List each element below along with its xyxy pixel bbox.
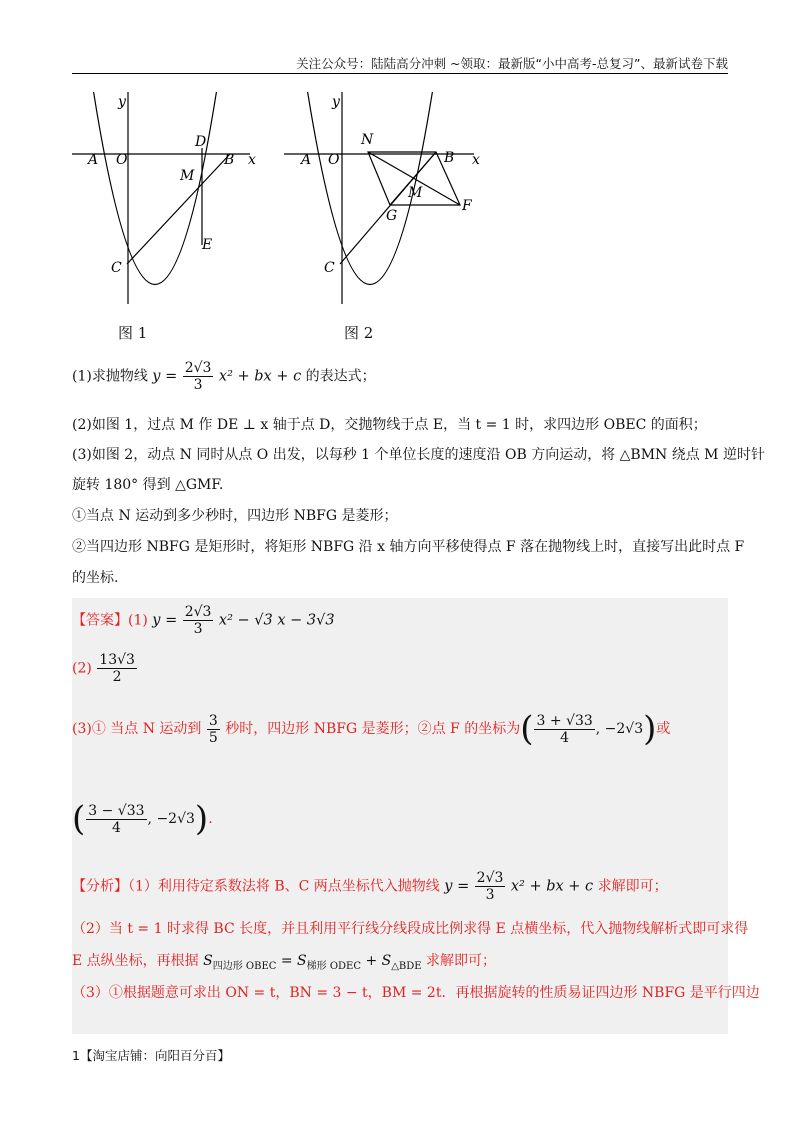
fig2-label-b: B bbox=[444, 150, 455, 166]
figure-1 bbox=[72, 92, 272, 312]
fig2-caption: 图 2 bbox=[344, 324, 374, 342]
question-3-part-1: ①当点 N 运动到多少秒时，四边形 NBFG 是菱形； bbox=[72, 508, 398, 524]
fig1-caption: 图 1 bbox=[118, 324, 148, 342]
answer-2: (2) $\frac{13√3}{2}$ bbox=[72, 652, 135, 685]
analysis-tag: 【分析】 bbox=[72, 878, 128, 895]
fig2-label-m: M bbox=[408, 185, 423, 201]
fig1-label-o: O bbox=[116, 152, 128, 168]
question-3-line-2: 旋转 180° 得到 △GMF. bbox=[72, 477, 224, 493]
fig2-label-c: C bbox=[324, 260, 335, 276]
question-3-part-2: ②当四边形 NBFG 是矩形时，将矩形 NBFG 沿 x 轴方向平移使得点 F 落在抛物线上时，直接写出此时点 F bbox=[72, 539, 745, 555]
question-1: (1)求抛物线 y = $\frac{2√3}{3}$ x² + bx + c 的表达式； bbox=[72, 360, 376, 393]
fig2-label-a: A bbox=[301, 152, 312, 168]
figure-2 bbox=[284, 92, 494, 312]
fig1-label-b: B bbox=[224, 152, 235, 168]
fig2-label-x: x bbox=[472, 152, 480, 168]
analysis-line-1: 【分析】（1）利用待定系数法将 B、C 两点坐标代入抛物线 y = $\frac{2√3}{3}$ x² + bx + c 求解即可； bbox=[72, 870, 668, 903]
fig1-label-y: y bbox=[118, 94, 126, 110]
analysis-line-4: （3）①根据题意可求出 ON = t，BN = 3 − t，BM = 2t．再根据旋转的性质易证四边形 NBFG 是平行四边 bbox=[72, 985, 760, 1001]
fig2-label-o: O bbox=[328, 152, 340, 168]
fig2-label-y: y bbox=[332, 94, 340, 110]
analysis-line-2: （2）当 t = 1 时求得 BC 长度，并且利用平行线分线段成比例求得 E 点横坐标，代入抛物线解析式即可求得 bbox=[72, 921, 749, 937]
answer-3: (3)① 当点 N 运动到 $\frac{3}{5}$ 秒时，四边形 NBFG 是菱形；②点 F 的坐标为( $\frac{3 + √33}{4}$ , −2√3)或 bbox=[72, 709, 671, 749]
answer-3-point-2: ( $\frac{3 - √33}{4}$ , −2√3). bbox=[72, 799, 213, 839]
answer-1: 【答案】(1) y = $\frac{2√3}{3}$ x² − √3 x − 3√3 bbox=[72, 604, 335, 637]
analysis-line-3: E 点纵坐标，再根据 $S_{四边形 OBEC} = S_{梯形 ODEC} + S_{\triangle BDE}$ 求解即可； bbox=[72, 953, 497, 972]
question-3-part-2-end: 的坐标. bbox=[72, 570, 119, 586]
answer-tag: 【答案】 bbox=[72, 612, 128, 629]
fig1-label-a: A bbox=[88, 152, 99, 168]
fig1-label-e: E bbox=[202, 237, 213, 253]
fig1-label-c: C bbox=[111, 260, 122, 276]
question-2: (2)如图 1，过点 M 作 DE ⊥ x 轴于点 D，交抛物线于点 E，当 t = 1 时，求四边形 OBEC 的面积； bbox=[72, 417, 707, 433]
page-footer: 1【淘宝店铺：向阳百分百】 bbox=[72, 1048, 230, 1063]
page-header: 关注公众号：陆陆高分冲刺 ~领取：最新版“小中高考-总复习”、最新试卷下载 bbox=[296, 56, 728, 71]
fig2-label-g: G bbox=[386, 208, 398, 224]
header-rule bbox=[72, 73, 728, 74]
fig1-label-m: M bbox=[180, 168, 195, 184]
fig1-label-d: D bbox=[195, 134, 207, 150]
fig2-label-n: N bbox=[361, 132, 374, 148]
fig2-label-f: F bbox=[462, 198, 472, 214]
question-3-line-1: (3)如图 2，动点 N 同时从点 O 出发，以每秒 1 个单位长度的速度沿 OB 方向运动，将 △BMN 绕点 M 逆时针 bbox=[72, 447, 765, 463]
fig1-label-x: x bbox=[248, 152, 256, 168]
